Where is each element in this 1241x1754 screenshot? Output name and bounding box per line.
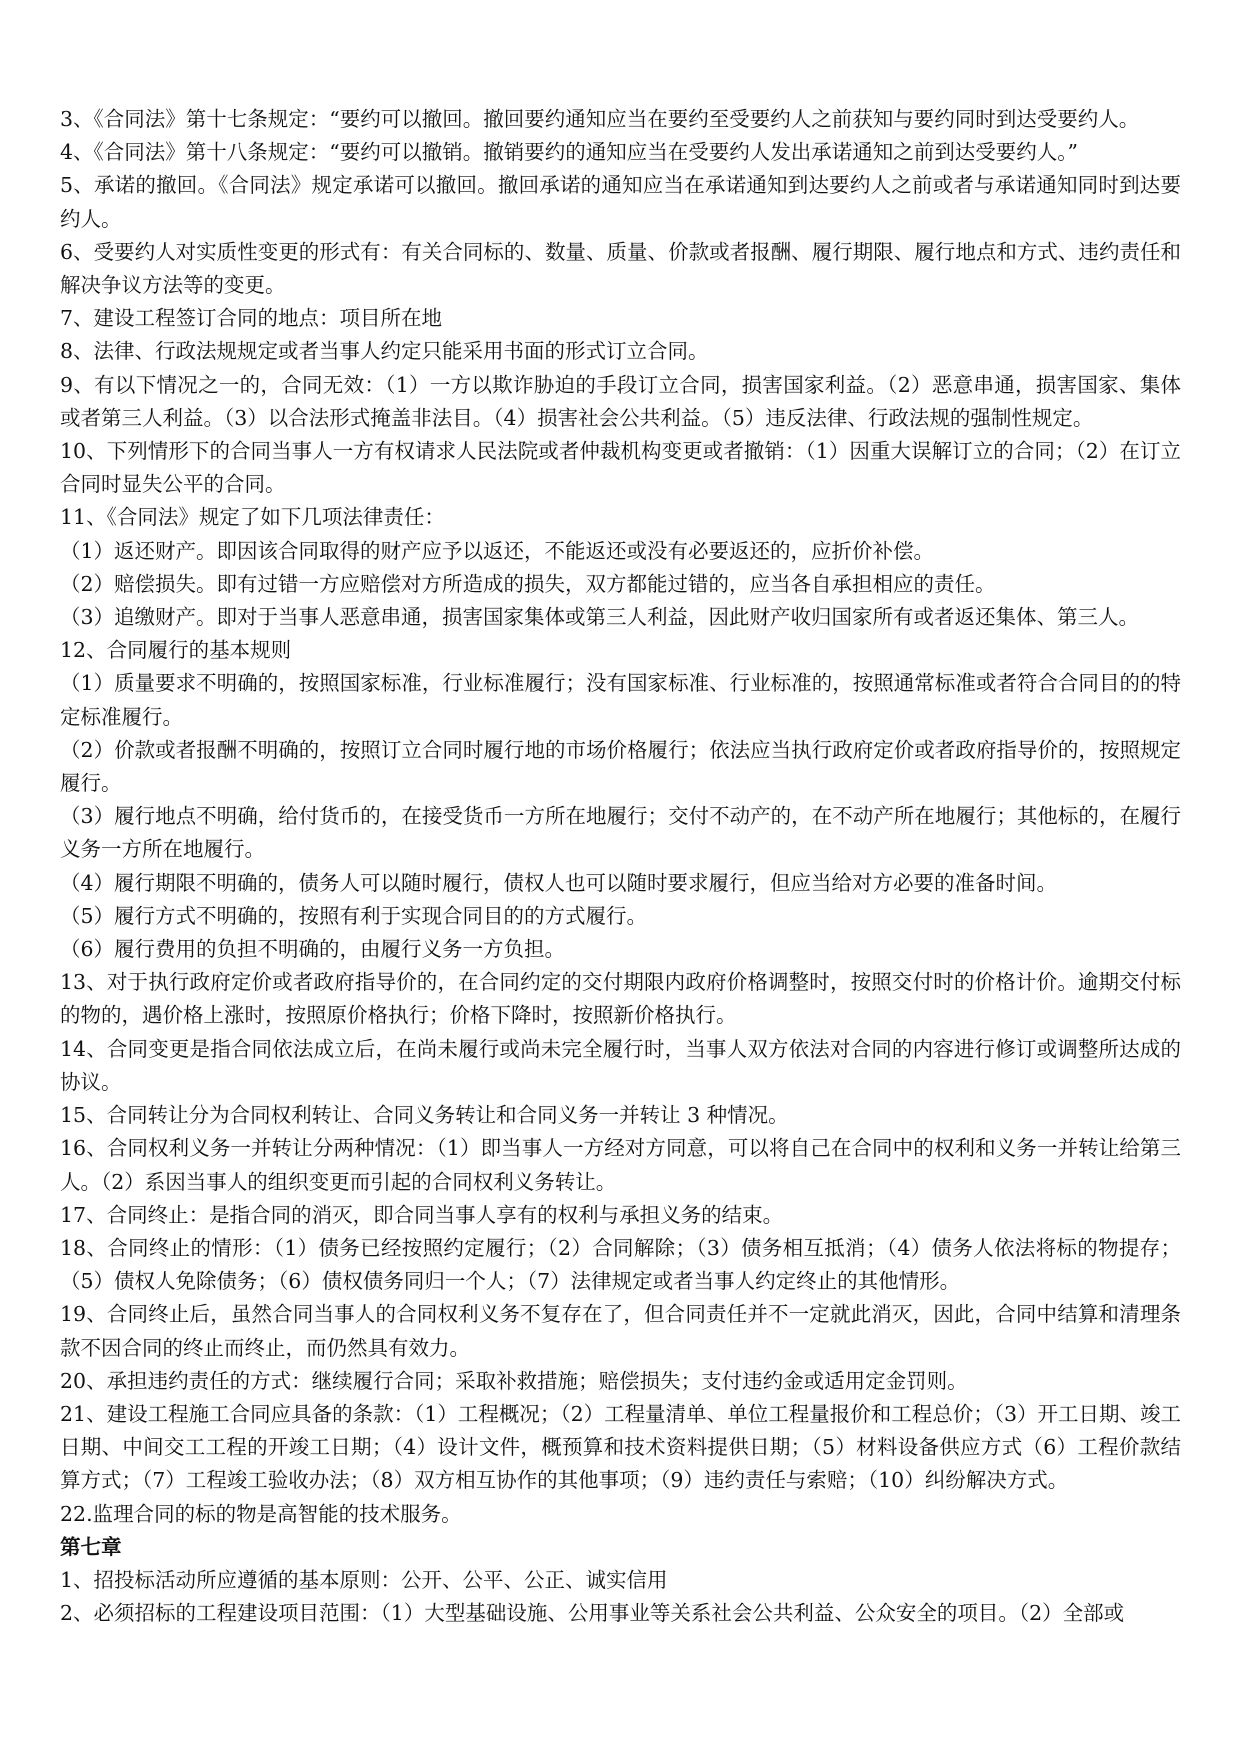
paragraph-6: 6、受要约人对实质性变更的形式有：有关合同标的、数量、质量、价款或者报酬、履行期限、履行地点和方式、违约责任和解决争议方法等的变更。 xyxy=(60,239,1181,298)
paragraph-12-item-5: （5）履行方式不明确的，按照有利于实现合同目的的方式履行。 xyxy=(60,903,648,928)
paragraph-18: 18、合同终止的情形：（1）债务已经按照约定履行；（2）合同解除；（3）债务相互抵消；（4）债务人依法将标的物提存；（5）债权人免除债务；（6）债权债务同归一个人；（7）法律规定或者当事人约定终止的其他情形。 xyxy=(60,1235,1181,1294)
paragraph-21: 21、建设工程施工合同应具备的条款：（1）工程概况；（2）工程量清单、单位工程量报价和工程总价；（3）开工日期、竣工日期、中间交工工程的开竣工日期；（4）设计文件，概预算和技术资料提供日期；（5）材料设备供应方式（6）工程价款结算方式；（7）工程竣工验收办法；（8）双方相互协作的其他事项；（9）违约责任与索赔；（10）纠纷解决方式。 xyxy=(60,1401,1181,1493)
paragraph-12-item-6: （6）履行费用的负担不明确的，由履行义务一方负担。 xyxy=(60,937,566,962)
paragraph-22: 22.监理合同的标的物是高智能的技术服务。 xyxy=(60,1501,462,1526)
paragraph-12-item-2: （2）价款或者报酬不明确的，按照订立合同时履行地的市场价格履行；依法应当执行政府定价或者政府指导价的，按照规定履行。 xyxy=(60,737,1181,796)
paragraph-15: 15、合同转让分为合同权利转让、合同义务转让和合同义务一并转让 3 种情况。 xyxy=(60,1103,789,1128)
paragraph-19: 19、合同终止后，虽然合同当事人的合同权利义务不复存在了，但合同责任并不一定就此消灭，因此，合同中结算和清理条款不因合同的终止而终止，而仍然具有效力。 xyxy=(60,1302,1181,1360)
paragraph-12: 12、合同履行的基本规则 xyxy=(60,638,292,663)
paragraph-11-item-1: （1）返还财产。即因该合同取得的财产应予以返还，不能返还或没有必要返还的，应折价补偿。 xyxy=(60,538,935,563)
paragraph-14: 14、合同变更是指合同依法成立后，在尚未履行或尚未完全履行时，当事人双方依法对合同的内容进行修订或调整所达成的协议。 xyxy=(60,1036,1181,1094)
paragraph-17: 17、合同终止：是指合同的消灭，即合同当事人享有的权利与承担义务的结束。 xyxy=(60,1202,784,1227)
chapter-7-paragraph-2: 2、必须招标的工程建设项目范围：（1）大型基础设施、公用事业等关系社会公共利益、公众安全的项目。（2）全部或 xyxy=(60,1601,1125,1626)
paragraph-9: 9、有以下情况之一的，合同无效：（1）一方以欺诈胁迫的手段订立合同，损害国家利益。（2）恶意串通，损害国家、集体或者第三人利益。（3）以合法形式掩盖非法目。（4）损害社会公共利益。（5）违反法律、行政法规的强制性规定。 xyxy=(60,372,1181,430)
paragraph-10: 10、下列情形下的合同当事人一方有权请求人民法院或者仲裁机构变更或者撤销：（1）因重大误解订立的合同；（2）在订立合同时显失公平的合同。 xyxy=(60,439,1181,497)
chapter-7-paragraph-1: 1、招投标活动所应遵循的基本原则：公开、公平、公正、诚实信用 xyxy=(60,1567,668,1592)
section-chapter-7 xyxy=(60,1564,1181,1630)
paragraph-5: 5、承诺的撤回。《合同法》规定承诺可以撤回。撤回承诺的通知应当在承诺通知到达要约人之前或者与承诺通知同时到达要约人。 xyxy=(60,173,1181,231)
chapter-heading: 第七章 xyxy=(60,1534,122,1559)
section-contract-law xyxy=(60,103,1181,1531)
paragraph-11: 11、《合同法》规定了如下几项法律责任： xyxy=(60,505,445,530)
paragraph-12-item-1: （1）质量要求不明确的，按照国家标准，行业标准履行；没有国家标准、行业标准的，按照通常标准或者符合合同目的的特定标准履行。 xyxy=(60,671,1181,729)
paragraph-7: 7、建设工程签订合同的地点：项目所在地 xyxy=(60,306,443,331)
paragraph-11-item-2: （2）赔偿损失。即有过错一方应赔偿对方所造成的损失，双方都能过错的，应当各自承担相应的责任。 xyxy=(60,571,996,596)
paragraph-12-item-4: （4）履行期限不明确的，债务人可以随时履行，债权人也可以随时要求履行，但应当给对方必要的准备时间。 xyxy=(60,870,1058,895)
paragraph-12-item-3: （3）履行地点不明确，给付货币的，在接受货币一方所在地履行；交付不动产的，在不动产所在地履行；其他标的，在履行义务一方所在地履行。 xyxy=(60,804,1181,862)
paragraph-20: 20、承担违约责任的方式：继续履行合同；采取补救措施；赔偿损失；支付违约金或适用定金罚则。 xyxy=(60,1368,968,1393)
paragraph-16: 16、合同权利义务一并转让分两种情况：（1）即当事人一方经对方同意，可以将自己在合同中的权利和义务一并转让给第三人。（2）系因当事人的组织变更而引起的合同权利义务转让。 xyxy=(60,1136,1181,1194)
paragraph-8: 8、法律、行政法规规定或者当事人约定只能采用书面的形式订立合同。 xyxy=(60,339,709,364)
paragraph-4: 4、《合同法》第十八条规定：“要约可以撤销。撤销要约的通知应当在受要约人发出承诺通知之前到达受要约人。” xyxy=(60,140,1079,165)
paragraph-11-item-3: （3）追缴财产。即对于当事人恶意串通，损害国家集体或第三人利益，因此财产收归国家所有或者返还集体、第三人。 xyxy=(60,605,1140,630)
paragraph-13: 13、对于执行政府定价或者政府指导价的，在合同约定的交付期限内政府价格调整时，按照交付时的价格计价。逾期交付标的物的，遇价格上涨时，按照原价格执行；价格下降时，按照新价格执行。 xyxy=(60,970,1181,1028)
paragraph-3: 3、《合同法》第十七条规定：“要约可以撤回。撤回要约通知应当在要约至受要约人之前获知与要约同时到达受要约人。 xyxy=(60,107,1140,131)
